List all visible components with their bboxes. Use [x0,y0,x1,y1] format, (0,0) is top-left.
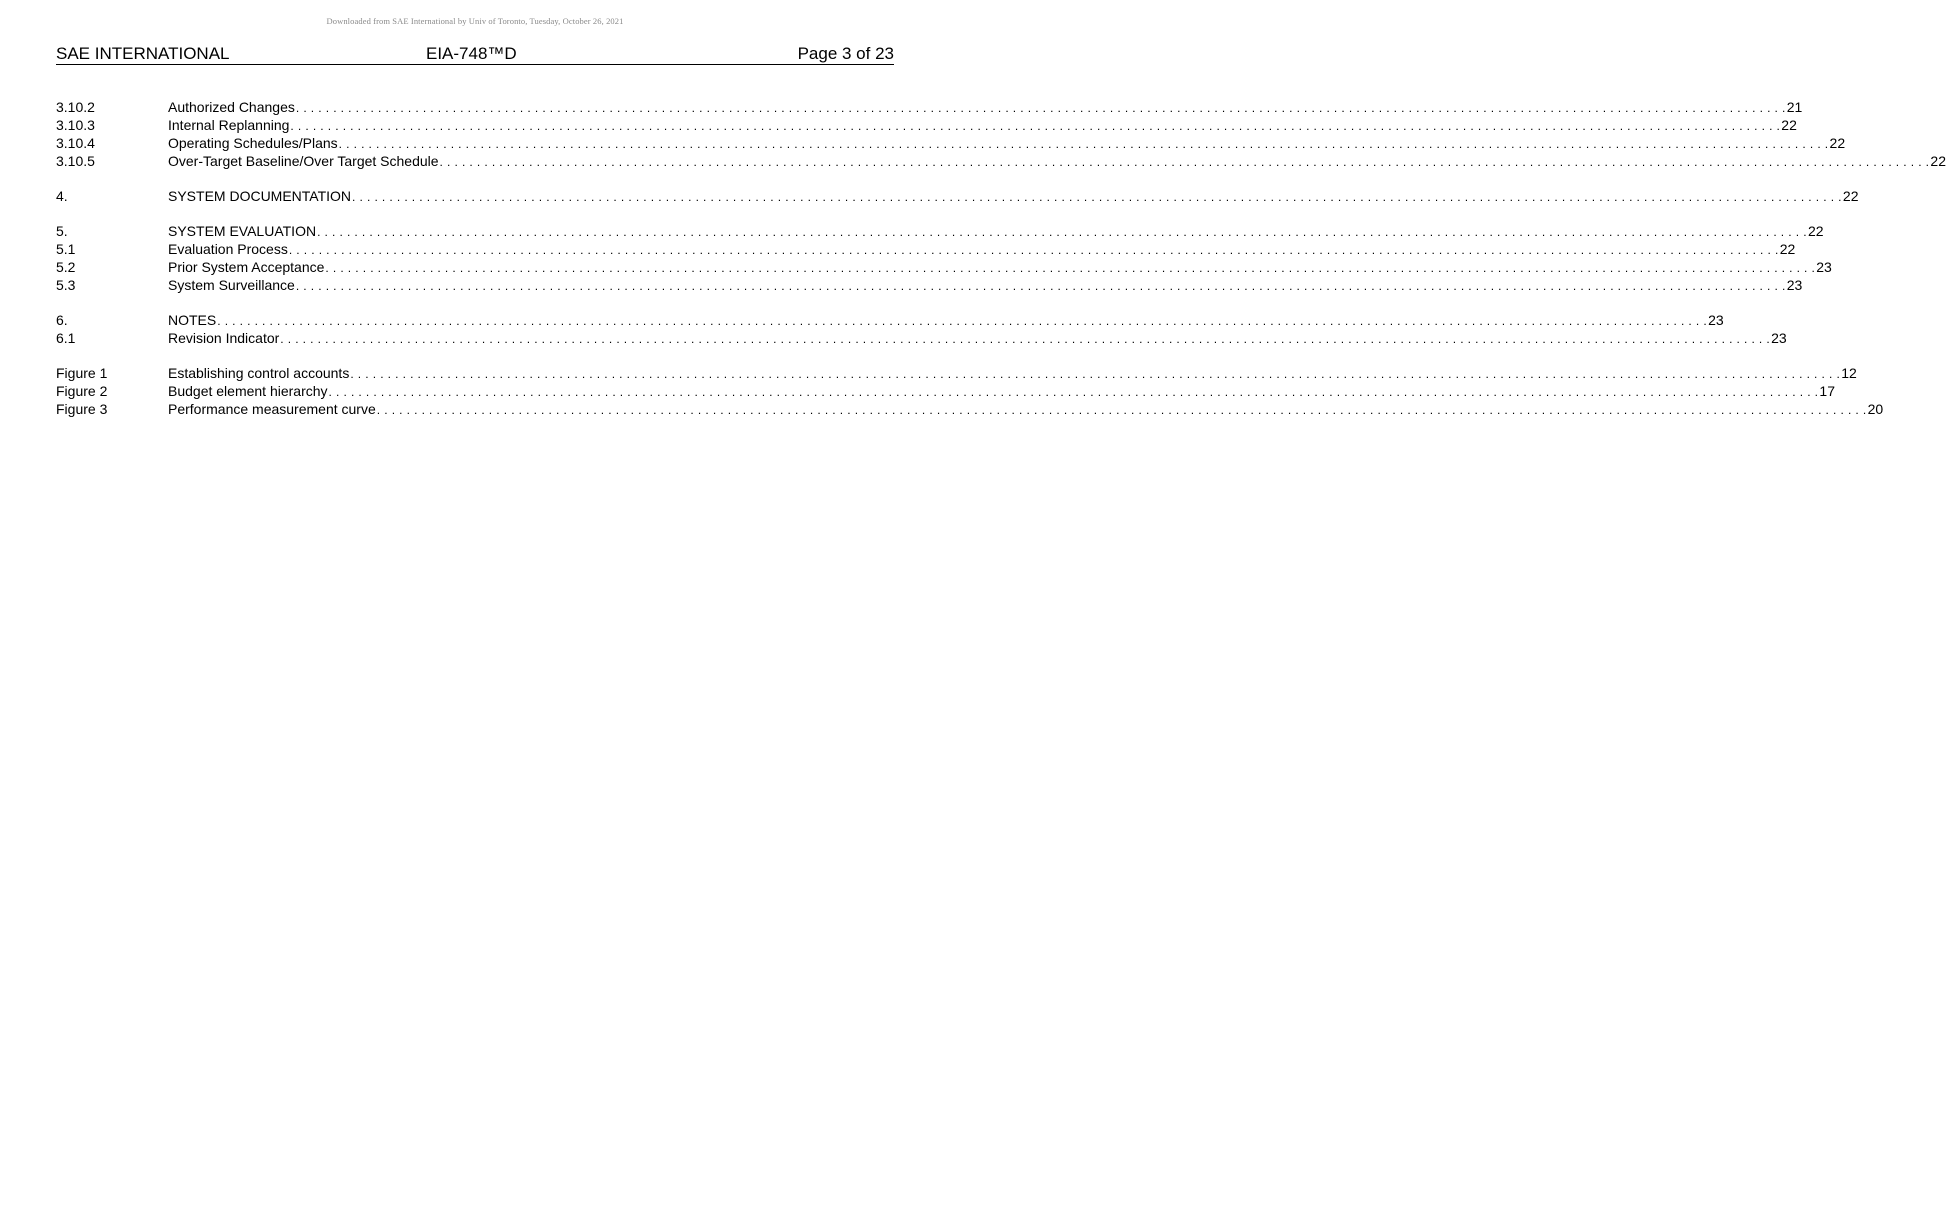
document-id: EIA-748™D [426,44,517,63]
toc-group [56,311,1787,347]
toc-entry-page: 22 [1829,135,1846,151]
toc-group [56,222,1832,294]
toc-entry[interactable] [56,152,1946,170]
toc-entry-page: 22 [1779,241,1796,257]
dot-leader: . . . . . . . . . . . . . . . . . . . . . . . . . . . . . . . . . . . . . . . . . . . . . . . . . . . . . . . . . . . . . . . . . . . . . . . . . . . . . . . . . . . . . . . . . . . . . . . . . . . . . . . . . . . . . . . . . . . . . . . . . . . . . . . . . . . . . . . . . . . . . . . . . . . . . . . . . . . . . . . . . . . . . . . . . . . . . . . . . . . . . . . . . . . . . . . . . . . . . . . . [376,403,1867,417]
toc-entry[interactable] [56,116,1797,134]
dot-leader: . . . . . . . . . . . . . . . . . . . . . . . . . . . . . . . . . . . . . . . . . . . . . . . . . . . . . . . . . . . . . . . . . . . . . . . . . . . . . . . . . . . . . . . . . . . . . . . . . . . . . . . . . . . . . . . . . . . . . . . . . . . . . . . . . . . . . . . . . . . . . . . . . . . . . . . . . . . . . . . . . . . . . . . . . . . . . . . . . . . . . . . . . . . . . . . . . . . . . . . . [338,137,1829,151]
toc-entry-number: Figure 3 [56,401,108,417]
toc-entry-title[interactable]: Budget element hierarchy [168,383,328,399]
toc-entry-title[interactable]: Internal Replanning [168,117,290,133]
dot-leader: . . . . . . . . . . . . . . . . . . . . . . . . . . . . . . . . . . . . . . . . . . . . . . . . . . . . . . . . . . . . . . . . . . . . . . . . . . . . . . . . . . . . . . . . . . . . . . . . . . . . . . . . . . . . . . . . . . . . . . . . . . . . . . . . . . . . . . . . . . . . . . . . . . . . . . . . . . . . . . . . . . . . . . . . . . . . . . . . . . . . . . . . . . . . . . . . . . . . . . . . [290,119,1781,133]
dot-leader: . . . . . . . . . . . . . . . . . . . . . . . . . . . . . . . . . . . . . . . . . . . . . . . . . . . . . . . . . . . . . . . . . . . . . . . . . . . . . . . . . . . . . . . . . . . . . . . . . . . . . . . . . . . . . . . . . . . . . . . . . . . . . . . . . . . . . . . . . . . . . . . . . . . . . . . . . . . . . . . . . . . . . . . . . . . . . . . . . . . . . . . . . . . . . . . . . . . . . . . . [280,332,1771,346]
toc-entry[interactable] [56,187,1859,205]
toc-group [56,364,1884,418]
toc-entry-page: 22 [1930,153,1946,169]
toc-entry-page: 22 [1781,117,1797,133]
toc-group [56,98,1946,170]
toc-entry[interactable] [56,98,1803,116]
toc-entry-number: 6.1 [56,330,76,346]
dot-leader: . . . . . . . . . . . . . . . . . . . . . . . . . . . . . . . . . . . . . . . . . . . . . . . . . . . . . . . . . . . . . . . . . . . . . . . . . . . . . . . . . . . . . . . . . . . . . . . . . . . . . . . . . . . . . . . . . . . . . . . . . . . . . . . . . . . . . . . . . . . . . . . . . . . . . . . . . . . . . . . . . . . . . . . . . . . . . . . . . . . . . . . . . . . . . . . . . . . . . . . . [295,279,1786,293]
toc-entry-page: 17 [1819,383,1835,399]
toc-entry[interactable] [56,311,1724,329]
toc-entry-page: 23 [1708,312,1724,328]
toc-entry-title[interactable]: Establishing control accounts [168,365,350,381]
toc-entry-page: 20 [1867,401,1884,417]
toc-entry[interactable] [56,364,1857,382]
page-header [56,44,894,65]
toc-entry-number: 3.10.5 [56,153,95,169]
toc-entry-page: 22 [1842,188,1859,204]
toc-entry-title[interactable]: Revision Indicator [168,330,280,346]
dot-leader: . . . . . . . . . . . . . . . . . . . . . . . . . . . . . . . . . . . . . . . . . . . . . . . . . . . . . . . . . . . . . . . . . . . . . . . . . . . . . . . . . . . . . . . . . . . . . . . . . . . . . . . . . . . . . . . . . . . . . . . . . . . . . . . . . . . . . . . . . . . . . . . . . . . . . . . . . . . . . . . . . . . . . . . . . . . . . . . . . . . . . . . . . . . . . . . . . . . . . . . . [350,367,1841,381]
toc-entry-number: 3.10.4 [56,135,95,151]
dot-leader: . . . . . . . . . . . . . . . . . . . . . . . . . . . . . . . . . . . . . . . . . . . . . . . . . . . . . . . . . . . . . . . . . . . . . . . . . . . . . . . . . . . . . . . . . . . . . . . . . . . . . . . . . . . . . . . . . . . . . . . . . . . . . . . . . . . . . . . . . . . . . . . . . . . . . . . . . . . . . . . . . . . . . . . . . . . . . . . . . . . . . . . . . . . . . . . . . . . . . . . . [217,314,1708,328]
toc-entry-page: 23 [1771,330,1787,346]
toc-entry-title[interactable]: Evaluation Process [168,241,288,257]
toc-entry-title[interactable]: Over-Target Baseline/Over Target Schedule [168,153,439,169]
toc-entry[interactable] [56,258,1832,276]
toc-entry-number: Figure 1 [56,365,108,381]
dot-leader: . . . . . . . . . . . . . . . . . . . . . . . . . . . . . . . . . . . . . . . . . . . . . . . . . . . . . . . . . . . . . . . . . . . . . . . . . . . . . . . . . . . . . . . . . . . . . . . . . . . . . . . . . . . . . . . . . . . . . . . . . . . . . . . . . . . . . . . . . . . . . . . . . . . . . . . . . . . . . . . . . . . . . . . . . . . . . . . . . . . . . . . . . . . . . . . . . . . . . . . . [295,101,1786,115]
dot-leader: . . . . . . . . . . . . . . . . . . . . . . . . . . . . . . . . . . . . . . . . . . . . . . . . . . . . . . . . . . . . . . . . . . . . . . . . . . . . . . . . . . . . . . . . . . . . . . . . . . . . . . . . . . . . . . . . . . . . . . . . . . . . . . . . . . . . . . . . . . . . . . . . . . . . . . . . . . . . . . . . . . . . . . . . . . . . . . . . . . . . . . . . . . . . . . . . . . . . . . . . [328,385,1819,399]
toc-entry-page: 21 [1786,99,1803,115]
toc-entry-title[interactable]: Operating Schedules/Plans [168,135,338,151]
dot-leader: . . . . . . . . . . . . . . . . . . . . . . . . . . . . . . . . . . . . . . . . . . . . . . . . . . . . . . . . . . . . . . . . . . . . . . . . . . . . . . . . . . . . . . . . . . . . . . . . . . . . . . . . . . . . . . . . . . . . . . . . . . . . . . . . . . . . . . . . . . . . . . . . . . . . . . . . . . . . . . . . . . . . . . . . . . . . . . . . . . . . . . . . . . . . . . . . . . . . . . . . [352,190,1842,204]
toc-entry[interactable] [56,240,1796,258]
toc-entry-title[interactable]: Performance measurement curve [168,401,376,417]
toc-entry-title[interactable]: SYSTEM DOCUMENTATION [168,188,352,204]
toc-entry-title[interactable]: SYSTEM EVALUATION [168,223,317,239]
toc-entry[interactable] [56,276,1803,294]
toc-entry-number: 6. [56,312,68,328]
table-of-contents [56,98,1946,435]
download-watermark: Downloaded from SAE International by Univ of Toronto, Tuesday, October 26, 2021 [326,16,624,26]
toc-entry-title[interactable]: Prior System Acceptance [168,259,325,275]
toc-entry-number: 5.1 [56,241,76,257]
toc-entry-number: 3.10.3 [56,117,95,133]
dot-leader: . . . . . . . . . . . . . . . . . . . . . . . . . . . . . . . . . . . . . . . . . . . . . . . . . . . . . . . . . . . . . . . . . . . . . . . . . . . . . . . . . . . . . . . . . . . . . . . . . . . . . . . . . . . . . . . . . . . . . . . . . . . . . . . . . . . . . . . . . . . . . . . . . . . . . . . . . . . . . . . . . . . . . . . . . . . . . . . . . . . . . . . . . . . . . . . . . . . . . . . . [325,261,1816,275]
toc-entry-title[interactable]: Authorized Changes [168,99,295,115]
toc-entry[interactable] [56,382,1835,400]
toc-entry-number: Figure 2 [56,383,108,399]
toc-entry-number: 5.2 [56,259,76,275]
dot-leader: . . . . . . . . . . . . . . . . . . . . . . . . . . . . . . . . . . . . . . . . . . . . . . . . . . . . . . . . . . . . . . . . . . . . . . . . . . . . . . . . . . . . . . . . . . . . . . . . . . . . . . . . . . . . . . . . . . . . . . . . . . . . . . . . . . . . . . . . . . . . . . . . . . . . . . . . . . . . . . . . . . . . . . . . . . . . . . . . . . . . . . . . . . . . . . . . . . . . . . . . [317,225,1807,239]
toc-entry-title[interactable]: NOTES [168,312,217,328]
dot-leader: . . . . . . . . . . . . . . . . . . . . . . . . . . . . . . . . . . . . . . . . . . . . . . . . . . . . . . . . . . . . . . . . . . . . . . . . . . . . . . . . . . . . . . . . . . . . . . . . . . . . . . . . . . . . . . . . . . . . . . . . . . . . . . . . . . . . . . . . . . . . . . . . . . . . . . . . . . . . . . . . . . . . . . . . . . . . . . . . . . . . . . . . . . . . . . . . . . . . . . . . [288,243,1779,257]
toc-entry[interactable] [56,134,1846,152]
dot-leader: . . . . . . . . . . . . . . . . . . . . . . . . . . . . . . . . . . . . . . . . . . . . . . . . . . . . . . . . . . . . . . . . . . . . . . . . . . . . . . . . . . . . . . . . . . . . . . . . . . . . . . . . . . . . . . . . . . . . . . . . . . . . . . . . . . . . . . . . . . . . . . . . . . . . . . . . . . . . . . . . . . . . . . . . . . . . . . . . . . . . . . . . . . . . . . . . . . . . . . . . [439,155,1930,169]
toc-entry-page: 12 [1841,365,1857,381]
publisher-name: SAE INTERNATIONAL [56,44,230,63]
toc-entry-number: 4. [56,188,68,204]
toc-group [56,187,1859,205]
toc-entry-page: 22 [1807,223,1824,239]
toc-entry-title[interactable]: System Surveillance [168,277,295,293]
toc-entry-number: 3.10.2 [56,99,95,115]
toc-entry[interactable] [56,222,1824,240]
toc-entry-page: 23 [1816,259,1832,275]
toc-entry-number: 5. [56,223,68,239]
toc-entry-page: 23 [1786,277,1803,293]
page-number: Page 3 of 23 [797,44,894,63]
toc-entry[interactable] [56,329,1787,347]
toc-entry[interactable] [56,400,1884,418]
toc-entry-number: 5.3 [56,277,76,293]
